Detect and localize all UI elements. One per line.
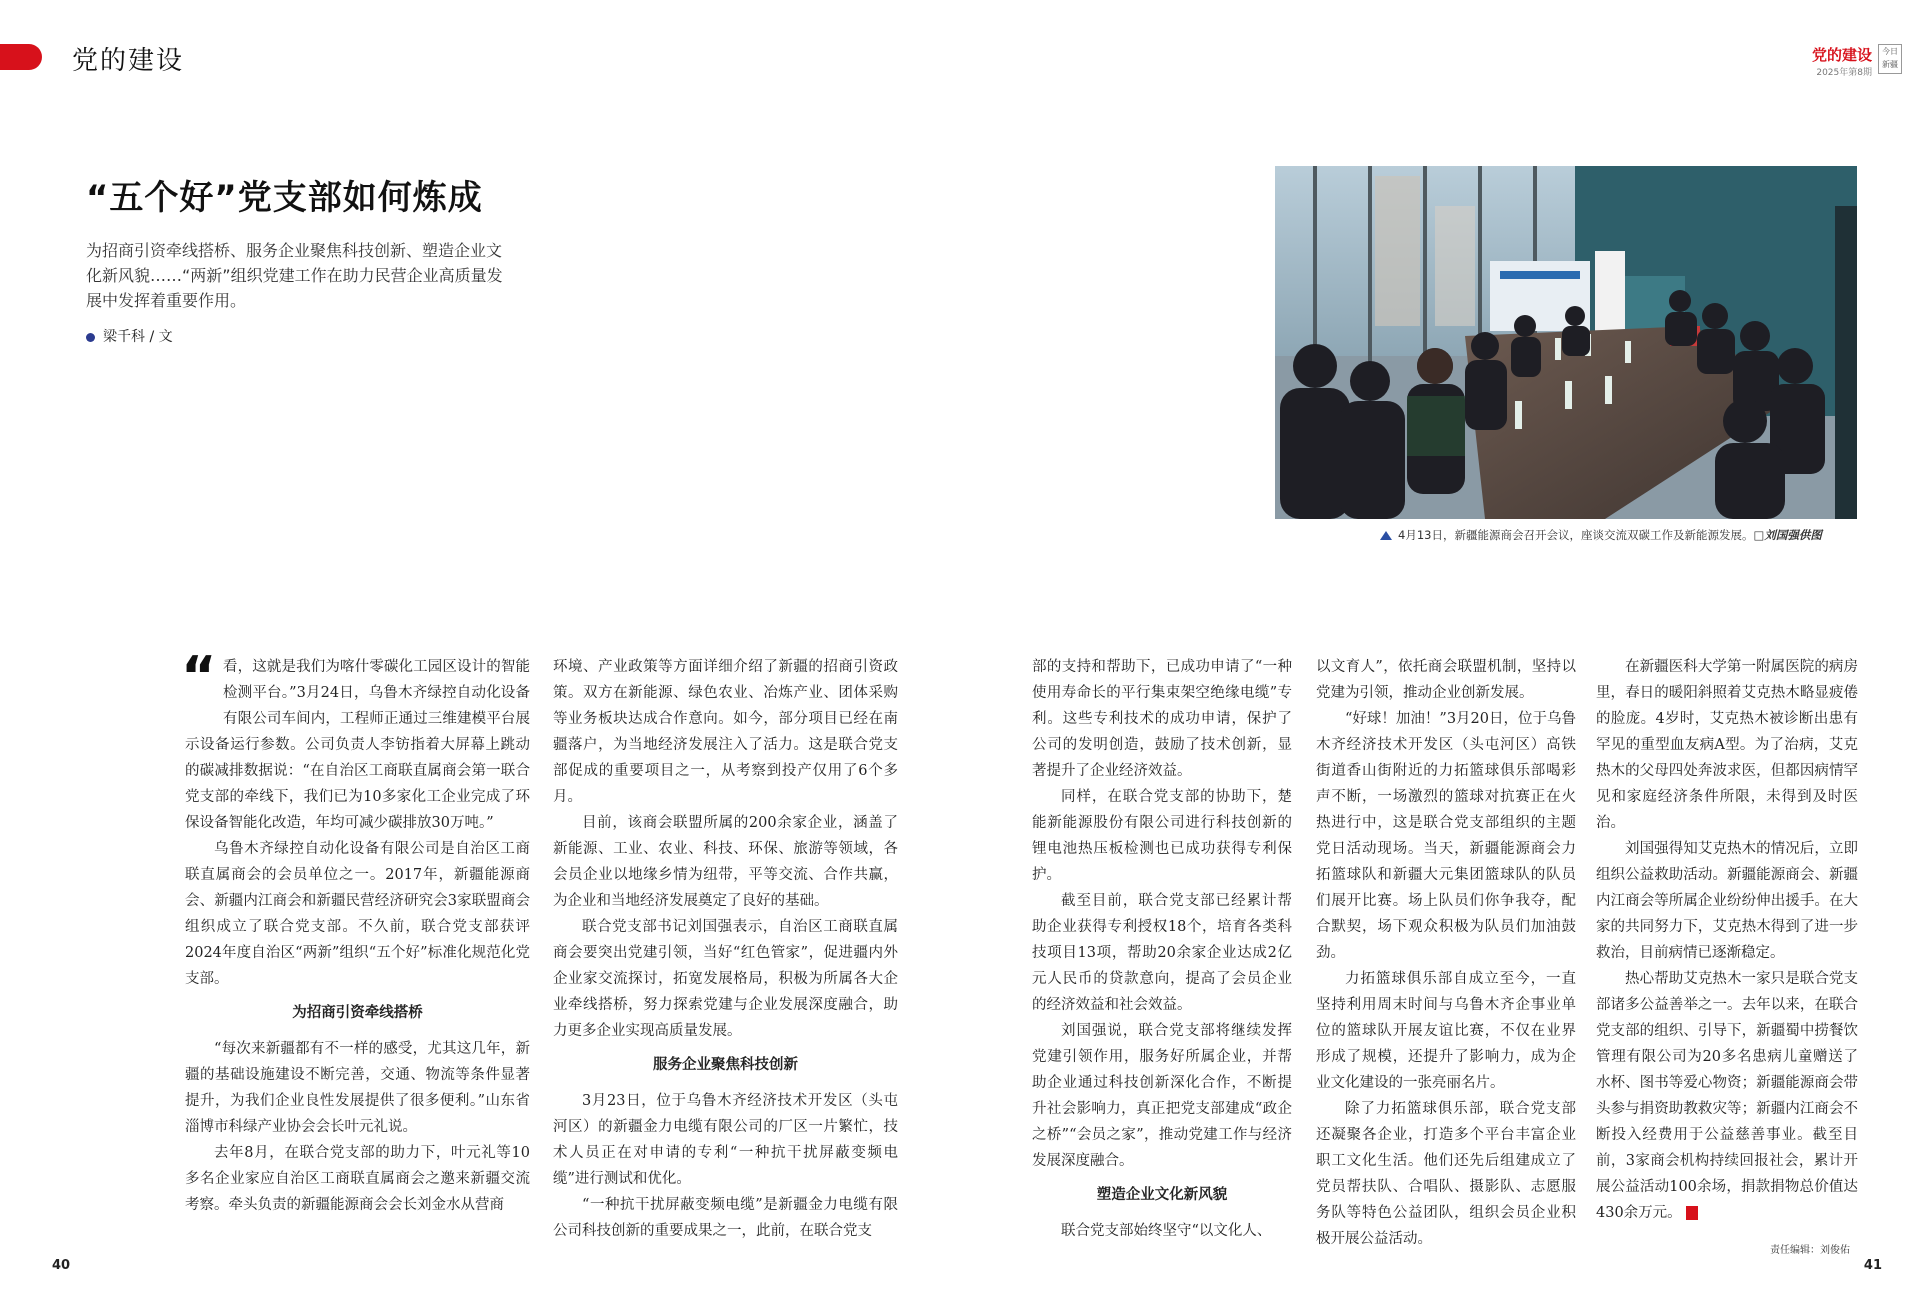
paragraph: “每次来新疆都有不一样的感受，尤其这几年，新疆的基础设施建设不断完善，交通、物流等条件显著提升，为我们企业良性发展提供了很多便利。”山东省淄博市科绿产业协会会长叶元礼说。 (185, 1041, 530, 1135)
section-title: 党的建设 (72, 46, 185, 76)
caption-credit: □刘国强供图 (1753, 528, 1822, 542)
issue-label: 2025年第8期 (1816, 68, 1872, 78)
paragraph: 去年8月，在联合党支部的助力下，叶元礼等10多名企业家应自治区工商联直属商会之邀来新疆交流考察。牵头负责的新疆能源商会会长刘金水从营商 (185, 1145, 530, 1213)
paragraph: 联合党支部始终坚守“以文化人、 (1061, 1223, 1272, 1239)
paragraph: 环境、产业政策等方面详细介绍了新疆的招商引资政策。双方在新能源、绿色农业、冶炼产业、团体采购等业务板块达成合作意向。如今，部分项目已经在南疆落户，为当地经济发展注入了活力。这是联合党支部促成的重要项目之一，从考察到投产仅用了6个多月。 (553, 659, 898, 805)
open-quote-icon: “ (181, 645, 217, 708)
subheading: 塑造企业文化新风貌 (1096, 1187, 1228, 1203)
paragraph: 除了力拓篮球俱乐部，联合党支部还凝聚各企业，打造多个平台丰富企业职工文化生活。他们还先后组建成立了党员帮扶队、合唱队、摄影队、志愿服务队等特色公益团队，组织会员企业积极开展公益活动。 (1316, 1101, 1576, 1247)
paragraph: 刘国强得知艾克热木的情况后，立即组织公益救助活动。新疆能源商会、新疆内江商会等所属企业纷纷伸出援手。在大家的共同努力下，艾克热木得到了进一步救治，目前病情已逐渐稳定。 (1596, 841, 1858, 961)
body-column-4 (1316, 654, 1576, 1252)
editor-credit: 责任编辑：刘俊佑 (1770, 1245, 1850, 1256)
body-column-5 (1596, 654, 1858, 1226)
paragraph: “好球！加油！”3月20日，位于乌鲁木齐经济技术开发区（头屯河区）高铁街道香山街附近的力拓篮球俱乐部喝彩声不断，一场激烈的篮球对抗赛正在火热进行中，这是联合党支部组织的主题党日活动现场。当天，新疆能源商会力拓篮球队和新疆大元集团篮球队的队员们展开比赛。场上队员们你争我夺，配合默契，场下观众积极为队员们加油鼓劲。 (1316, 711, 1577, 961)
paragraph: 看，这就是我们为喀什零碳化工园区设计的智能检测平台。”3月24日，乌鲁木齐绿控自动化设备有限公司车间内，工程师正通过三维建模平台展示设备运行参数。公司负责人李钫指着大屏幕上跳动的碳减排数据说：“在自治区工商联直属商会第一联合党支部的牵线下，我们已为10多家化工企业完成了环保设备智能化改造，年均可减少碳排放30万吨。” (185, 659, 530, 831)
paragraph: 同样，在联合党支部的协助下，楚能新能源股份有限公司进行科技创新的锂电池热压板检测也已成功获得专利保护。 (1032, 789, 1292, 883)
paragraph: 以文育人”，依托商会联盟机制，坚持以党建为引领，推动企业创新发展。 (1316, 659, 1576, 701)
magazine-section-label: 党的建设 (1811, 46, 1872, 64)
paragraph: 乌鲁木齐绿控自动化设备有限公司是自治区工商联直属商会的会员单位之一。2017年，新疆能源商会、新疆内江商会和新疆民营经济研究会3家联盟商会组织成立了联合党支部。不久前，联合党支部获评2024年度自治区“两新”组织“五个好”标准化规范化党支部。 (185, 841, 530, 987)
paragraph: 截至目前，联合党支部已经累计帮助企业获得专利授权18个，培育各类科技项目13项，帮助20余家企业达成2亿元人民币的贷款意向，提高了会员企业的经济效益和社会效益。 (1032, 893, 1292, 1013)
paragraph (1596, 966, 1858, 1226)
caption-text: 4月13日，新疆能源商会召开会议，座谈交流双碳工作及新能源发展。 (1398, 528, 1754, 542)
subheading: 服务企业聚焦科技创新 (653, 1057, 798, 1073)
paragraph: 在新疆医科大学第一附属医院的病房里，春日的暖阳斜照着艾克热木略显疲倦的脸庞。4岁时，艾克热木被诊断出患有罕见的重型血友病A型。为了治病，艾克热木的父母四处奔波求医，但都因病情罕见和家庭经济条件所限，未得到及时医治。 (1596, 659, 1858, 831)
paragraph: 3月23日，位于乌鲁木齐经济技术开发区（头屯河区）的新疆金力电缆有限公司的厂区一片繁忙，技术人员正在对申请的专利“一种抗干扰屏蔽变频电缆”进行测试和优化。 (553, 1093, 898, 1187)
paragraph: “一种抗干扰屏蔽变频电缆”是新疆金力电缆有限公司科技创新的重要成果之一，此前，在联合党支 (553, 1197, 898, 1239)
paragraph: 刘国强说，联合党支部将继续发挥党建引领作用，服务好所属企业，并帮助企业通过科技创新深化合作，不断提升社会影响力，真正把党支部建成“政企之桥”“会员之家”，推动党建工作与经济发展深度融合。 (1032, 1023, 1292, 1169)
paragraph-text: 热心帮助艾克热木一家只是联合党支部诸多公益善举之一。去年以来，在联合党支部的组织、引导下，新疆蜀中捞餐饮管理有限公司为20多名患病儿童赠送了水杯、图书等爱心物资；新疆能源商会带头参与捐资助教救灾等；新疆内江商会不断投入经费用于公益慈善事业。截至目前，3家商会机构持续回报社会，累计开展公益活动100余场，捐款捐物总价值达430余万元。 (1596, 971, 1858, 1221)
paragraph: 部的支持和帮助下，已成功申请了“一种使用寿命长的平行集束架空绝缘电缆”专利。这些专利技术的成功申请，保护了公司的发明创造，鼓励了技术创新，显著提升了企业经济效益。 (1032, 659, 1292, 779)
photo-caption (1380, 527, 1822, 543)
subheading: 为招商引资牵线搭桥 (292, 1005, 423, 1021)
article-end-icon (1686, 1206, 1698, 1220)
quote-mark-container (181, 645, 223, 724)
body-column-3 (1032, 654, 1292, 1244)
article-headline: “五个好”党支部如何炼成 (86, 178, 483, 218)
caption-triangle-icon (1380, 531, 1392, 540)
paragraph: 联合党支部书记刘国强表示，自治区工商联直属商会要突出党建引领，当好“红色管家”，促进疆内外企业家交流探讨，拓宽发展格局，积极为所属各大企业牵线搭桥，努力探索党建与企业发展深度融合，助力更多企业实现高质量发展。 (553, 919, 898, 1039)
magazine-logo: 今日新疆 (1878, 44, 1902, 74)
body-column-2 (553, 654, 898, 1244)
magazine-header (1812, 44, 1872, 78)
section-red-tab (0, 44, 42, 70)
byline-dot-icon (86, 333, 95, 342)
byline (86, 326, 173, 346)
byline-text: 梁千科 / 文 (103, 329, 173, 345)
meeting-photo (1275, 166, 1857, 519)
body-column-1 (181, 645, 530, 1218)
page-number-left: 40 (52, 1258, 71, 1273)
paragraph: 目前，该商会联盟所属的200余家企业，涵盖了新能源、工业、农业、科技、环保、旅游等领域，各会员企业以地缘乡情为纽带，平等交流、合作共赢，为企业和当地经济发展奠定了良好的基础。 (553, 815, 898, 909)
paragraph: 力拓篮球俱乐部自成立至今，一直坚持利用周末时间与乌鲁木齐企事业单位的篮球队开展友谊比赛，不仅在业界形成了规模，还提升了影响力，成为企业文化建设的一张亮丽名片。 (1316, 971, 1576, 1091)
meeting-photo-illustration (1275, 166, 1857, 519)
page-number-right: 41 (1863, 1258, 1882, 1273)
article-lead: 为招商引资牵线搭桥、服务企业聚焦科技创新、塑造企业文化新风貌……“两新”组织党建工作在助力民营企业高质量发展中发挥着重要作用。 (86, 241, 503, 310)
